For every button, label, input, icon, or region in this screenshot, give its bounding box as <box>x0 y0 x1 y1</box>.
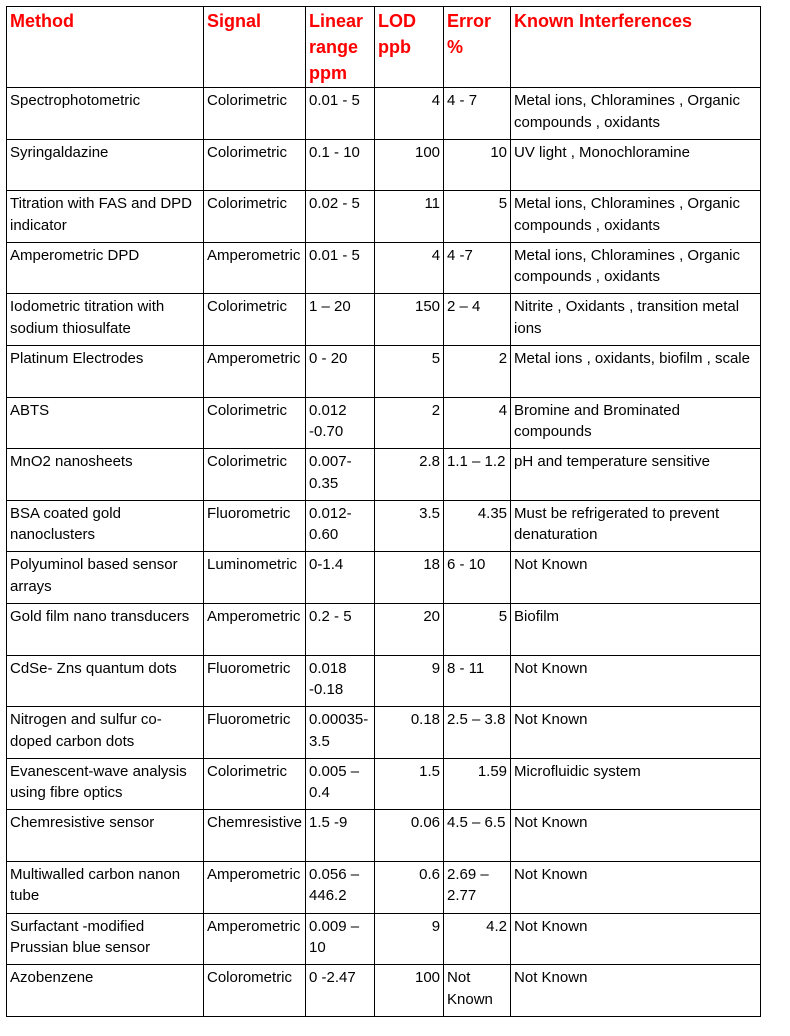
cell-method: Syringaldazine <box>7 139 204 191</box>
cell-interferences: Not Known <box>511 861 761 913</box>
cell-lod: 9 <box>375 913 444 965</box>
cell-lod: 20 <box>375 603 444 655</box>
cell-linear-range: 0 -2.47 <box>306 965 375 1017</box>
cell-method: Evanescent-wave analysis using fibre optics <box>7 758 204 810</box>
cell-interferences: pH and temperature sensitive <box>511 449 761 501</box>
cell-error: 4.5 – 6.5 <box>444 810 511 862</box>
table-row <box>7 861 761 913</box>
cell-linear-range: 0.1 - 10 <box>306 139 375 191</box>
methods-table <box>6 6 761 1017</box>
cell-method: ABTS <box>7 397 204 449</box>
cell-method: Multiwalled carbon nanon tube <box>7 861 204 913</box>
table-row <box>7 552 761 604</box>
table-row <box>7 191 761 243</box>
cell-linear-range: 1.5 -9 <box>306 810 375 862</box>
cell-interferences: Metal ions, Chloramines , Organic compounds , oxidants <box>511 88 761 140</box>
cell-error: 5 <box>444 603 511 655</box>
cell-linear-range: 0-1.4 <box>306 552 375 604</box>
table-row <box>7 345 761 397</box>
cell-signal: Fluorometric <box>204 707 306 759</box>
cell-signal: Amperometric <box>204 242 306 294</box>
cell-lod: 3.5 <box>375 500 444 552</box>
table-row <box>7 500 761 552</box>
cell-error: 8 - 11 <box>444 655 511 707</box>
cell-error: 5 <box>444 191 511 243</box>
cell-lod: 5 <box>375 345 444 397</box>
cell-interferences: Not Known <box>511 655 761 707</box>
table-row <box>7 655 761 707</box>
table-container <box>6 6 761 1017</box>
cell-signal: Colorimetric <box>204 449 306 501</box>
cell-method: Chemresistive sensor <box>7 810 204 862</box>
table-body <box>7 88 761 1017</box>
cell-interferences: Not Known <box>511 552 761 604</box>
cell-signal: Colorimetric <box>204 139 306 191</box>
cell-linear-range: 0.01 - 5 <box>306 242 375 294</box>
cell-method: CdSe- Zns quantum dots <box>7 655 204 707</box>
cell-method: Nitrogen and sulfur co-doped carbon dots <box>7 707 204 759</box>
cell-signal: Fluorometric <box>204 500 306 552</box>
header-lod: LOD ppb <box>375 7 444 88</box>
table-row <box>7 397 761 449</box>
cell-error: Not Known <box>444 965 511 1017</box>
cell-signal: Colorimetric <box>204 191 306 243</box>
cell-signal: Amperometric <box>204 345 306 397</box>
cell-error: 1.59 <box>444 758 511 810</box>
cell-linear-range: 0.056 – 446.2 <box>306 861 375 913</box>
cell-linear-range: 0.02 - 5 <box>306 191 375 243</box>
cell-interferences: Metal ions, Chloramines , Organic compounds , oxidants <box>511 242 761 294</box>
table-row <box>7 139 761 191</box>
cell-method: Azobenzene <box>7 965 204 1017</box>
cell-interferences: Biofilm <box>511 603 761 655</box>
header-method: Method <box>7 7 204 88</box>
table-row <box>7 449 761 501</box>
cell-linear-range: 0 - 20 <box>306 345 375 397</box>
cell-signal: Colorometric <box>204 965 306 1017</box>
cell-error: 6 - 10 <box>444 552 511 604</box>
cell-method: Iodometric titration with sodium thiosulfate <box>7 294 204 346</box>
cell-method: Spectrophotometric <box>7 88 204 140</box>
cell-interferences: Microfluidic system <box>511 758 761 810</box>
cell-method: Surfactant -modified Prussian blue sensor <box>7 913 204 965</box>
header-row <box>7 7 761 88</box>
cell-lod: 100 <box>375 965 444 1017</box>
cell-error: 4.35 <box>444 500 511 552</box>
cell-error: 2 <box>444 345 511 397</box>
cell-interferences: Must be refrigerated to prevent denaturation <box>511 500 761 552</box>
cell-interferences: Not Known <box>511 913 761 965</box>
cell-error: 4 <box>444 397 511 449</box>
cell-lod: 4 <box>375 242 444 294</box>
cell-interferences: Not Known <box>511 707 761 759</box>
cell-method: BSA coated gold nanoclusters <box>7 500 204 552</box>
cell-linear-range: 0.018 -0.18 <box>306 655 375 707</box>
cell-signal: Colorimetric <box>204 758 306 810</box>
cell-signal: Amperometric <box>204 913 306 965</box>
cell-linear-range: 0.012 -0.70 <box>306 397 375 449</box>
cell-method: MnO2 nanosheets <box>7 449 204 501</box>
cell-lod: 0.06 <box>375 810 444 862</box>
header-linear-range: Linear range ppm <box>306 7 375 88</box>
cell-signal: Amperometric <box>204 861 306 913</box>
table-row <box>7 965 761 1017</box>
cell-error: 4 -7 <box>444 242 511 294</box>
cell-signal: Amperometric <box>204 603 306 655</box>
cell-error: 4.2 <box>444 913 511 965</box>
cell-interferences: Metal ions, Chloramines , Organic compounds , oxidants <box>511 191 761 243</box>
cell-lod: 2.8 <box>375 449 444 501</box>
table-row <box>7 242 761 294</box>
header-signal: Signal <box>204 7 306 88</box>
table-row <box>7 758 761 810</box>
cell-interferences: Metal ions , oxidants, biofilm , scale <box>511 345 761 397</box>
cell-error: 2 – 4 <box>444 294 511 346</box>
cell-method: Titration with FAS and DPD indicator <box>7 191 204 243</box>
cell-error: 4 - 7 <box>444 88 511 140</box>
cell-lod: 100 <box>375 139 444 191</box>
cell-linear-range: 0.01 - 5 <box>306 88 375 140</box>
cell-lod: 150 <box>375 294 444 346</box>
cell-method: Platinum Electrodes <box>7 345 204 397</box>
cell-error: 2.69 – 2.77 <box>444 861 511 913</box>
cell-linear-range: 0.00035-3.5 <box>306 707 375 759</box>
cell-lod: 2 <box>375 397 444 449</box>
cell-signal: Chemresistive <box>204 810 306 862</box>
cell-interferences: Bromine and Brominated compounds <box>511 397 761 449</box>
cell-method: Polyuminol based sensor arrays <box>7 552 204 604</box>
table-row <box>7 810 761 862</box>
cell-error: 10 <box>444 139 511 191</box>
cell-lod: 1.5 <box>375 758 444 810</box>
table-row <box>7 294 761 346</box>
cell-interferences: Not Known <box>511 810 761 862</box>
cell-lod: 4 <box>375 88 444 140</box>
cell-lod: 9 <box>375 655 444 707</box>
cell-lod: 11 <box>375 191 444 243</box>
cell-interferences: Not Known <box>511 965 761 1017</box>
cell-signal: Fluorometric <box>204 655 306 707</box>
cell-linear-range: 1 – 20 <box>306 294 375 346</box>
cell-linear-range: 0.012-0.60 <box>306 500 375 552</box>
cell-signal: Colorimetric <box>204 88 306 140</box>
table-row <box>7 913 761 965</box>
table-row <box>7 707 761 759</box>
cell-signal: Colorimetric <box>204 397 306 449</box>
table-row <box>7 88 761 140</box>
cell-error: 1.1 – 1.2 <box>444 449 511 501</box>
cell-signal: Luminometric <box>204 552 306 604</box>
header-interferences: Known Interferences <box>511 7 761 88</box>
cell-linear-range: 0.007-0.35 <box>306 449 375 501</box>
cell-interferences: Nitrite , Oxidants , transition metal ions <box>511 294 761 346</box>
cell-linear-range: 0.2 - 5 <box>306 603 375 655</box>
cell-lod: 0.6 <box>375 861 444 913</box>
cell-interferences: UV light , Monochloramine <box>511 139 761 191</box>
cell-linear-range: 0.009 – 10 <box>306 913 375 965</box>
cell-error: 2.5 – 3.8 <box>444 707 511 759</box>
cell-lod: 18 <box>375 552 444 604</box>
table-row <box>7 603 761 655</box>
cell-signal: Colorimetric <box>204 294 306 346</box>
header-error: Error % <box>444 7 511 88</box>
cell-lod: 0.18 <box>375 707 444 759</box>
cell-method: Amperometric DPD <box>7 242 204 294</box>
cell-linear-range: 0.005 – 0.4 <box>306 758 375 810</box>
cell-method: Gold film nano transducers <box>7 603 204 655</box>
